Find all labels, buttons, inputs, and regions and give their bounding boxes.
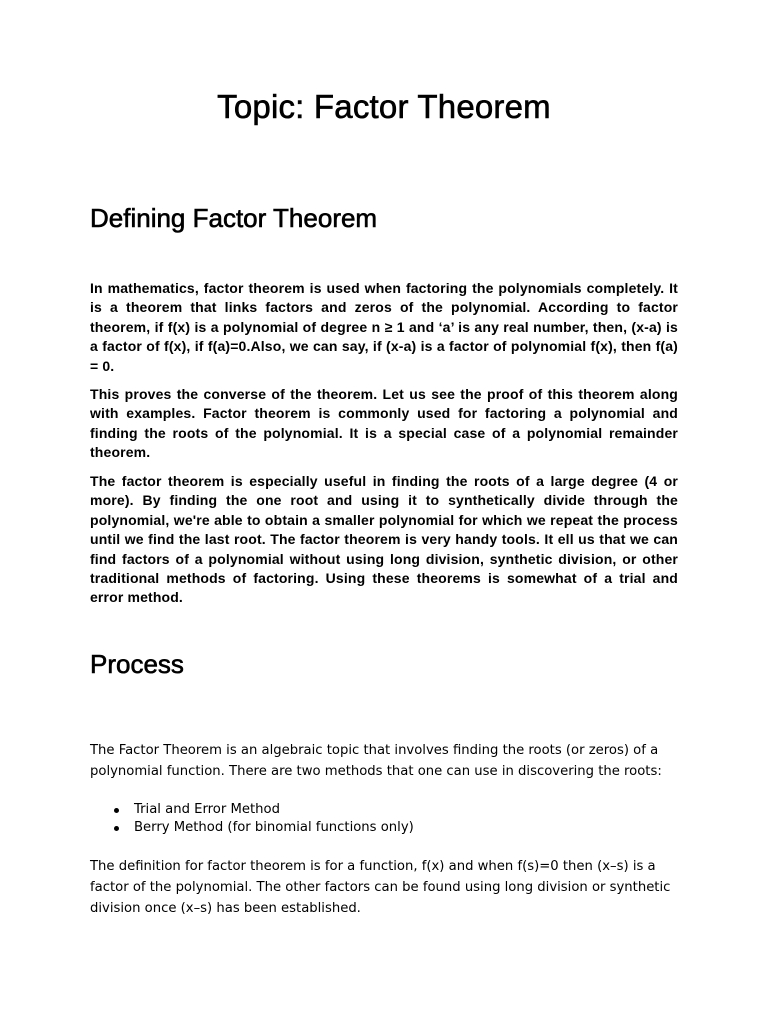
section-heading-process: Process [90,649,184,679]
paragraph-definition: In mathematics, factor theorem is used when factoring the polynomials completely. It is a theorem that links factors and zeros of the polynomial. According to factor theorem, if f(x) is a polynomial of degree n ≥ 1 and ‘a’ is any real number, then, (x-a) is a factor of f(x), if f(a)=0.Also, we can say, if (x-a) is a factor of polynomial f(x), then f(a) = 0. [90,280,678,374]
page-title: Topic: Factor Theorem [217,88,551,125]
list-item-text: Berry Method (for binomial functions only) [134,819,414,835]
list-item [90,819,414,837]
methods-list [90,801,414,836]
section-heading-defining: Defining Factor Theorem [90,203,378,233]
list-item-text: Trial and Error Method [134,802,280,817]
bullet-icon [114,808,119,813]
paragraph-usefulness: The factor theorem is especially useful in finding the roots of a large degree (4 or more). By finding the one root and using it to synthetically divide through the polynomial, we're able to obtain a smaller polynomial for which we repeat the process until we find the last root. The factor theorem is very handy tools. It ell us that we can find factors of a polynomial without using long division, synthetic division, or other traditional methods of factoring. Using these theorems is somewhat of a trial and error method. [90,473,678,606]
paragraph-definition-summary: The definition for factor theorem is for a function, f(x) and when f(s)=0 then (x–s) is a factor of the polynomial. The other factors can be found using long division or synthetic division once (x–s) has been established. [90,859,671,916]
paragraph-process-intro: The Factor Theorem is an algebraic topic that involves finding the roots (or zeros) of a polynomial function. There are two methods that one can use in discovering the roots: [90,743,662,779]
bullet-icon [114,826,119,831]
paragraph-converse: This proves the converse of the theorem. Let us see the proof of this theorem along with examples. Factor theorem is commonly used for factoring a polynomial and finding the roots of the polynomial. It is a special case of a polynomial remainder theorem. [90,386,678,461]
list-item [90,801,414,819]
